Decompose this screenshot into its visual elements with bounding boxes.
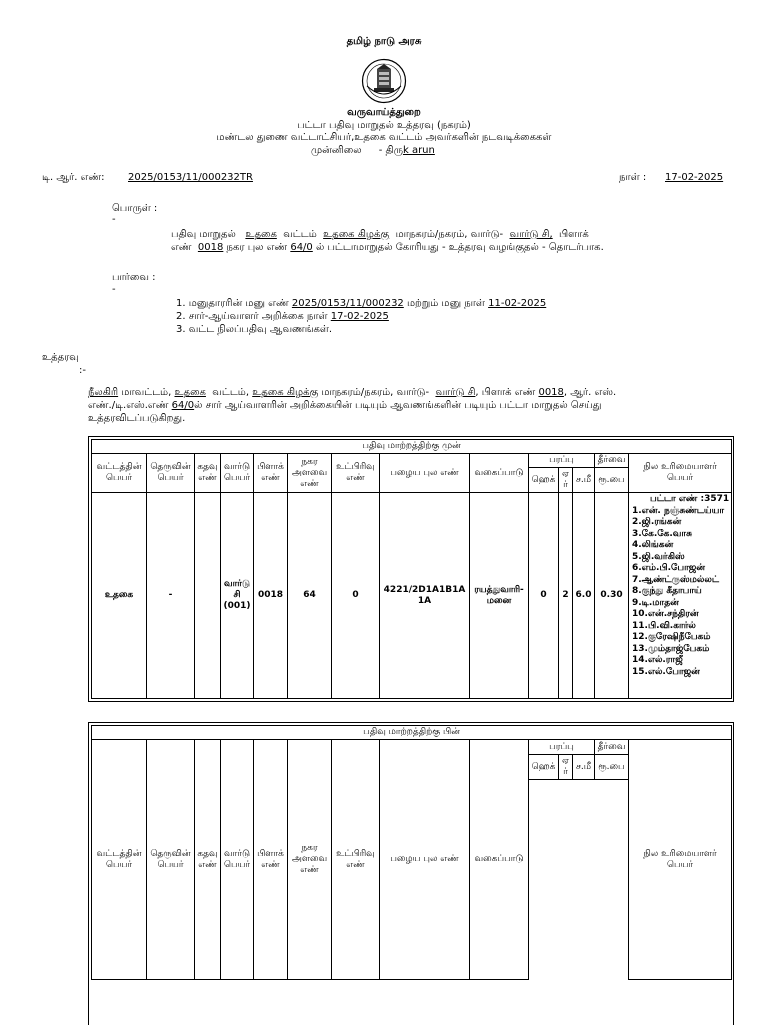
col-hect: ஹெக்	[529, 468, 559, 493]
presence-label: முன்னிலை	[311, 145, 362, 156]
cell-are: 2	[559, 493, 573, 699]
cell-sqm: 6.0	[573, 493, 595, 699]
order-line-2	[88, 400, 601, 412]
order-survey: 64/0	[171, 400, 195, 411]
subject-text: எண்	[171, 242, 192, 253]
col-old-survey: பழைய புல எண்	[380, 454, 470, 493]
report-date: 17-02-2025	[330, 311, 389, 322]
col-are: ஏர்	[559, 755, 573, 780]
cell-door	[195, 493, 221, 699]
date-value: 17-02-2025	[665, 172, 724, 183]
cell-street: -	[147, 493, 195, 699]
officer-name: k arun	[402, 145, 435, 156]
table-row	[92, 493, 732, 699]
order-text: மாநகரம்/நகரம், வார்டு-	[321, 387, 430, 398]
reference-item-2	[176, 311, 389, 323]
cell-town-survey: 64	[288, 493, 332, 699]
subject-village: உதகை கிழக்கு	[323, 229, 390, 240]
order-text: ல் சார் ஆய்வாளரின் அறிக்கையின் படியும் ஆவணங்களின் படியும் பட்டா மாறுதல் செய்து	[194, 400, 602, 411]
col-door-no: கதவு எண்	[195, 454, 221, 493]
subject-text: வட்டம்	[283, 229, 317, 240]
order-text: மாவட்டம்,	[121, 387, 172, 398]
subject-text: பிளாக்	[559, 229, 589, 240]
col-ward-name: வார்டு பெயர்	[221, 454, 254, 493]
col-old-survey: பழைய புல எண்	[380, 740, 470, 980]
owner-item: 2.ஜி.ரங்கன்	[632, 517, 682, 527]
col-tax: தீர்வை	[595, 740, 629, 755]
owner-item: 9.டி.மாதன்	[632, 597, 679, 608]
after-table	[91, 725, 732, 980]
subject-text: மாநகரம்/நகரம், வார்டு-	[395, 229, 504, 240]
owner-item: 3.கே.கே.வாசு	[632, 528, 692, 539]
col-owner: நில உரிமையாளர் பெயர்	[629, 454, 732, 493]
col-block-no: பிளாக் எண்	[254, 454, 288, 493]
col-classification: வகைப்பாடு	[470, 740, 529, 980]
col-tax: தீர்வை	[595, 454, 629, 468]
petition-date: 11-02-2025	[488, 298, 547, 309]
col-sqm: ச.மீ	[573, 755, 595, 780]
order-colon: :-	[79, 365, 86, 376]
col-sqm: ச.மீ	[573, 468, 595, 493]
order-text: எண்./டி.எஸ்.எண்	[88, 400, 169, 411]
subject-line-2	[171, 242, 604, 254]
reference-text: மற்றும் மனு நாள்	[406, 298, 485, 309]
subject-ward: வார்டு சி,	[509, 229, 553, 240]
reference-dash: -	[112, 284, 116, 295]
subject-taluk: உதகை	[245, 229, 277, 240]
petition-number: 2025/0153/11/000232	[291, 298, 404, 309]
owner-list	[629, 493, 732, 699]
subject-label: பொருள் :	[112, 203, 158, 214]
reference-text: 2. சார்-ஆய்வாளர் அறிக்கை நாள்	[176, 311, 328, 322]
col-taluk-name: வட்டத்தின் பெயர்	[92, 740, 147, 980]
owner-item: 13.மும்தாஜ்பேகம்	[632, 643, 710, 654]
col-town-survey: நகர அளவை எண்	[288, 740, 332, 980]
cell-subdivision: 0	[332, 493, 380, 699]
department-title: வருவாய்த்துறை	[347, 107, 421, 118]
extent-blank	[529, 780, 629, 980]
presence-line	[311, 145, 435, 157]
col-rs: ரூ.பை	[595, 468, 629, 493]
order-block: 0018	[538, 387, 564, 398]
order-ward: வார்டு சி	[435, 387, 476, 398]
col-owner: நில உரிமையாளர் பெயர்	[629, 740, 732, 980]
order-line-1	[88, 387, 732, 399]
col-are: ஏர்	[559, 468, 573, 493]
col-hect: ஹெக்	[529, 755, 559, 780]
order-line-3: உத்தரவிடப்படுகிறது.	[88, 413, 186, 424]
order-district: நீலகிரி	[88, 387, 119, 398]
owner-item: 7.ஆண்ட்ருஸ்மல்லட்	[632, 574, 720, 585]
owner-item: 6.எம்.பி.போஜன்	[632, 563, 706, 573]
date-label: நாள் :	[619, 172, 647, 183]
subject-block: 0018	[197, 242, 224, 253]
order-type: பட்டா பதிவு மாறுதல் உத்தரவு (நகரம்)	[297, 120, 471, 131]
order-taluk: உதகை	[174, 387, 206, 398]
reference-item-3: 3. வட்ட நிலப்பதிவு ஆவணங்கள்.	[176, 324, 333, 335]
owner-item: 4.லிங்கன்	[632, 540, 674, 550]
presence-sep: - திரு	[378, 145, 403, 156]
subject-text: நகர புல எண்	[226, 242, 288, 253]
owner-item: 1.என். நஞ்சுண்டய்யா	[632, 505, 725, 516]
cell-old-survey: 4221/2D1A1B1A1A	[380, 493, 470, 699]
tr-label: டி. ஆர். எண்:	[42, 172, 105, 183]
after-table-title: பதிவு மாற்றத்திற்கு பின்	[92, 726, 732, 740]
owner-item: 5.ஜி.வர்கிஸ்	[632, 551, 685, 562]
tr-number: 2025/0153/11/000232TR	[128, 172, 253, 183]
subject-dash: -	[112, 214, 116, 225]
col-street-name: தெருவின் பெயர்	[147, 454, 195, 493]
col-subdivision: உட்பிரிவு எண்	[332, 740, 380, 980]
before-table-title: பதிவு மாற்றத்திற்கு முன்	[92, 440, 732, 454]
cell-block: 0018	[254, 493, 288, 699]
cell-classification: ரயத்துவாரி-மனை	[470, 493, 529, 699]
cell-hect: 0	[529, 493, 559, 699]
owner-item: 11.பி.வி.கார்ல்	[632, 620, 696, 631]
order-text: வட்டம்,	[212, 387, 250, 398]
col-ward-name: வார்டு பெயர்	[221, 740, 254, 980]
before-table	[91, 439, 732, 699]
cell-ward: வார்டு சி (001)	[221, 493, 254, 699]
owner-item: 14.எல்.ராஜீ	[632, 655, 683, 665]
col-taluk-name: வட்டத்தின் பெயர்	[92, 454, 147, 493]
reference-item-1	[176, 298, 546, 310]
order-village: உதகை கிழக்கு	[252, 387, 319, 398]
col-subdivision: உட்பிரிவு எண்	[332, 454, 380, 493]
col-rs: ரூ.பை	[595, 755, 629, 780]
patta-number: பட்டா எண் :3571	[650, 494, 730, 504]
owner-item: 8.குந்து கீதாபாய்	[632, 586, 702, 596]
subject-survey: 64/0	[290, 242, 313, 253]
col-block-no: பிளாக் எண்	[254, 740, 288, 980]
order-label: உத்தரவு	[42, 352, 79, 363]
state-emblem-icon	[361, 58, 407, 104]
col-town-survey: நகர அளவை எண்	[288, 454, 332, 493]
col-classification: வகைப்பாடு	[470, 454, 529, 493]
reference-label: பார்வை :	[112, 272, 156, 283]
cell-tax: 0.30	[595, 493, 629, 699]
subject-text: ல் பட்டாமாறுதல் கோரியது - உத்தரவு வழங்குதல் - தொடர்பாக.	[315, 242, 604, 253]
subject-line-1	[171, 229, 711, 241]
col-extent: பரப்பு	[529, 740, 595, 755]
owner-item: 10.என்.சந்திரன்	[632, 609, 699, 619]
subject-text: பதிவு மாறுதல்	[171, 229, 236, 240]
govt-title: தமிழ் நாடு அரசு	[346, 36, 422, 47]
reference-text: 1. மனுதாரரின் மனு எண்	[176, 298, 289, 309]
office-proceedings: மண்டல துணை வட்டாட்சியர்,உதகை வட்டம் அவர்களின் நடவடிக்கைகள்	[216, 132, 552, 143]
order-text: , பிளாக் எண்	[475, 387, 536, 398]
owner-item: 15.எல்.போஜன்	[632, 666, 700, 677]
owner-item: 12.குரேஷிநீபேகம்	[632, 632, 711, 642]
col-door-no: கதவு எண்	[195, 740, 221, 980]
order-text: , ஆர். எஸ்.	[563, 387, 617, 398]
cell-taluk: உதகை	[92, 493, 147, 699]
col-street-name: தெருவின் பெயர்	[147, 740, 195, 980]
col-extent: பரப்பு	[529, 454, 595, 468]
